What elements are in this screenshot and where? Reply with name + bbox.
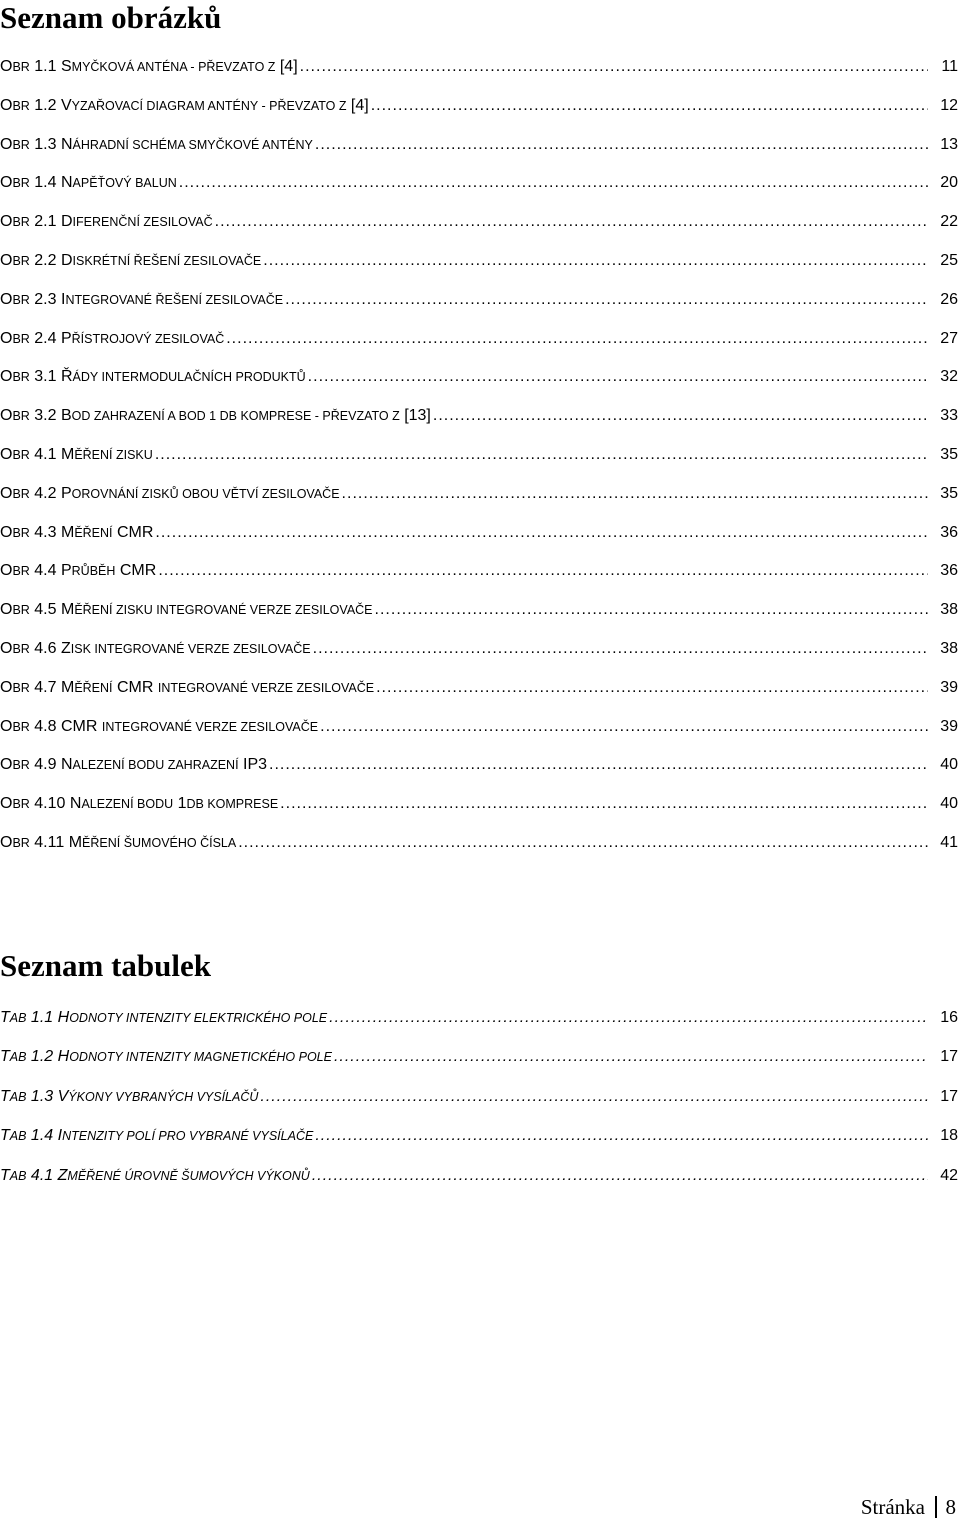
entry-prefix-initial: O (0, 639, 13, 657)
footer-page-number: 8 (945, 1495, 956, 1519)
dot-leader (261, 248, 928, 273)
dot-leader (258, 1084, 928, 1109)
entry-prefix-rest: BR (12, 176, 30, 191)
entry-title-rest: ĚŘENÍ ZISKU (74, 447, 153, 462)
entry-title-initial: N (60, 756, 73, 774)
entry-reference: [4] (350, 96, 369, 114)
entry-prefix-initial: T (0, 1127, 10, 1145)
entry-page-number: 26 (940, 290, 958, 308)
table-entry[interactable] (0, 1005, 960, 1030)
figure-entry[interactable] (0, 326, 960, 351)
dot-leader (332, 1044, 928, 1069)
figure-entry[interactable] (0, 364, 960, 389)
entry-number: 4.8 (34, 717, 57, 735)
entry-prefix-initial: O (0, 795, 13, 813)
dot-leader (310, 1163, 928, 1188)
entry-reference: CMR (116, 678, 154, 696)
figure-entry[interactable] (0, 209, 960, 234)
figure-entry[interactable] (0, 597, 960, 622)
entry-number: 4.5 (34, 601, 57, 619)
entry-prefix-rest: BR (12, 331, 30, 346)
entry-caption (0, 597, 373, 623)
entry-number: 4.1 (30, 1166, 54, 1184)
entry-caption (0, 1084, 258, 1110)
entry-caption (0, 248, 261, 274)
entry-caption (0, 364, 306, 390)
entry-title-initial: S (60, 58, 72, 75)
entry-prefix-rest: AB (9, 1050, 27, 1065)
entry-prefix-initial: T (0, 1166, 10, 1184)
entry-title-initial: M (68, 833, 83, 851)
entry-title-initial: H (57, 1009, 70, 1026)
entry-caption (0, 132, 313, 158)
table-entry[interactable] (0, 1084, 960, 1109)
dot-leader (311, 636, 928, 661)
entry-title-rest-2: INTEGROVANÉ VERZE ZESILOVAČE (157, 680, 375, 695)
entry-title-initial: I (57, 1127, 63, 1145)
entry-prefix-rest: BR (12, 719, 30, 734)
entry-reference: CMR (116, 523, 154, 541)
figure-entry[interactable] (0, 558, 960, 583)
entry-title-rest-2: DB KOMPRESE (186, 797, 279, 812)
entry-page-number: 41 (940, 833, 958, 851)
entry-title-rest: INTEGROVANÉ VERZE ZESILOVAČE (101, 719, 319, 734)
entry-caption (0, 54, 298, 80)
entry-title-initial: N (60, 135, 73, 153)
entry-number: 4.7 (34, 678, 57, 696)
entry-title-initial: H (57, 1048, 70, 1066)
entry-page-number: 11 (941, 58, 958, 75)
entry-prefix-rest: AB (9, 1129, 27, 1144)
dot-leader (369, 93, 928, 118)
entry-title-initial: CMR (60, 717, 98, 735)
entry-prefix-initial: O (0, 251, 13, 269)
entry-prefix-rest: BR (12, 564, 30, 579)
entry-title-rest: NTEGROVANÉ ŘEŠENÍ ZESILOVAČE (65, 292, 284, 307)
entry-number: 2.1 (34, 213, 57, 231)
figure-entry[interactable] (0, 93, 960, 118)
entry-prefix-initial: O (0, 523, 13, 541)
entry-number: 4.4 (34, 562, 57, 580)
entry-caption (0, 1044, 332, 1070)
entry-number: 4.10 (34, 795, 66, 813)
entry-prefix-rest: BR (12, 758, 30, 773)
entry-number: 1.1 (30, 1009, 54, 1026)
entry-caption (0, 403, 431, 429)
entry-title-initial: P (60, 562, 72, 580)
entry-caption (0, 209, 213, 235)
entry-number: 4.9 (34, 756, 57, 774)
entry-prefix-initial: O (0, 58, 13, 75)
figure-entry[interactable] (0, 132, 960, 157)
entry-title-rest: NTENZITY POLÍ PRO VYBRANÉ VYSÍLAČE (62, 1129, 314, 1144)
figure-entry[interactable] (0, 520, 960, 545)
entry-number: 4.1 (34, 445, 57, 463)
entry-page-number: 20 (940, 174, 958, 192)
entry-title-initial: N (69, 795, 82, 813)
entry-title-initial: Ř (60, 368, 73, 386)
footer-label: Stránka (860, 1495, 925, 1519)
figures-heading: Seznam obrázků (0, 0, 222, 35)
entry-caption (0, 1163, 310, 1189)
entry-prefix-initial: O (0, 562, 13, 580)
entry-caption (0, 481, 340, 507)
entry-number: 2.2 (34, 251, 57, 269)
entry-prefix-rest: BR (12, 137, 30, 152)
dot-leader (431, 403, 928, 428)
entry-reference: CMR (119, 562, 157, 580)
entry-title-rest: ĚŘENÍ (74, 525, 113, 540)
entry-prefix-initial: T (0, 1087, 10, 1105)
entry-title-rest: ŘÍSTROJOVÝ ZESILOVAČ (71, 331, 225, 346)
page-footer (861, 1494, 956, 1520)
entry-title-initial: N (60, 174, 73, 192)
entry-prefix-rest: BR (12, 370, 30, 385)
entry-title-initial: D (60, 213, 73, 231)
entry-title-initial: Z (60, 639, 71, 657)
entry-prefix-rest: BR (12, 409, 30, 424)
entry-page-number: 39 (940, 678, 958, 696)
entry-page-number: 22 (940, 213, 958, 231)
figure-entry[interactable] (0, 752, 960, 777)
entry-prefix-initial: T (0, 1009, 10, 1026)
entry-caption (0, 636, 311, 662)
dot-leader (318, 714, 928, 739)
entry-page-number: 18 (940, 1127, 958, 1145)
entry-prefix-initial: O (0, 601, 13, 619)
entry-caption (0, 1005, 327, 1031)
entry-number: 2.4 (34, 329, 57, 347)
entry-prefix-initial: O (0, 717, 13, 735)
entry-title-initial: V (57, 1087, 69, 1105)
entry-reference: 1 (177, 795, 187, 813)
entry-page-number: 40 (940, 756, 958, 774)
dot-leader (236, 830, 928, 855)
tables-list (0, 1005, 960, 1202)
entry-reference: [13] (404, 407, 431, 425)
table-entry[interactable] (0, 1123, 960, 1148)
entry-title-rest: ODNOTY INTENZITY MAGNETICKÉHO POLE (69, 1050, 332, 1065)
entry-caption (0, 326, 224, 352)
entry-number: 1.2 (34, 96, 57, 114)
entry-prefix-initial: O (0, 756, 13, 774)
entry-title-rest: IFERENČNÍ ZESILOVAČ (72, 215, 213, 230)
entry-title-initial: B (60, 407, 72, 425)
entry-caption (0, 675, 374, 701)
entry-prefix-rest: BR (12, 253, 30, 268)
entry-caption (0, 830, 236, 856)
entry-prefix-rest: BR (12, 641, 30, 656)
entry-number: 4.11 (34, 833, 65, 851)
entry-prefix-rest: BR (12, 486, 30, 501)
entry-caption (0, 520, 153, 546)
entry-number: 3.1 (34, 368, 57, 386)
figure-entry[interactable] (0, 170, 960, 195)
figure-entry[interactable] (0, 248, 960, 273)
entry-prefix-rest: AB (9, 1011, 27, 1025)
entry-prefix-rest: AB (9, 1089, 27, 1104)
entry-page-number: 35 (940, 445, 958, 463)
entry-title-rest: ALEZENÍ BODU (81, 797, 174, 812)
entry-title-rest: ĚŘENÍ ZISKU INTEGROVANÉ VERZE ZESILOVAČE (74, 603, 373, 618)
entry-number: 1.4 (34, 174, 57, 192)
dot-leader (278, 791, 928, 816)
entry-page-number: 38 (940, 601, 958, 619)
entry-prefix-rest: BR (12, 525, 30, 540)
entry-prefix-rest: BR (12, 603, 30, 618)
entry-number: 1.2 (30, 1048, 54, 1066)
entry-title-rest: ISKRÉTNÍ ŘEŠENÍ ZESILOVAČE (72, 253, 262, 268)
table-entry[interactable] (0, 1163, 960, 1188)
figure-entry[interactable] (0, 830, 960, 855)
entry-reference: IP3 (243, 756, 268, 774)
entry-title-rest: ĚŘENÍ ŠUMOVÉHO ČÍSLA (82, 835, 237, 850)
entry-title-rest: ODNOTY INTENZITY ELEKTRICKÉHO POLE (69, 1011, 328, 1025)
entry-title-rest: ISK INTEGROVANÉ VERZE ZESILOVAČE (70, 641, 311, 656)
entry-page-number: 42 (940, 1166, 958, 1184)
entry-title-initial: M (60, 601, 75, 619)
entry-title-rest: APĚŤOVÝ BALUN (72, 176, 177, 191)
entry-number: 1.4 (30, 1127, 54, 1145)
entry-page-number: 36 (940, 562, 958, 580)
entry-caption (0, 752, 267, 778)
entry-title-rest: RŮBĚH (71, 564, 116, 579)
entry-page-number: 36 (940, 523, 958, 541)
figure-entry[interactable] (0, 403, 960, 428)
entry-page-number: 17 (940, 1087, 958, 1105)
dot-leader (313, 132, 928, 157)
dot-leader (373, 597, 928, 622)
entry-page-number: 33 (940, 407, 958, 425)
entry-prefix-initial: O (0, 329, 13, 347)
entry-number: 1.3 (34, 135, 57, 153)
entry-title-rest: OD ZAHRAZENÍ A BOD 1 DB KOMPRESE - PŘEVZATO Z (71, 409, 400, 424)
entry-title-rest: MYČKOVÁ ANTÉNA - PŘEVZATO Z (71, 60, 276, 74)
entry-prefix-rest: BR (12, 292, 30, 307)
entry-page-number: 12 (940, 96, 958, 114)
entry-title-initial: M (60, 445, 75, 463)
entry-title-rest: ALEZENÍ BODU ZAHRAZENÍ (72, 758, 239, 773)
entry-page-number: 17 (940, 1048, 958, 1066)
entry-caption (0, 170, 177, 196)
entry-caption (0, 93, 369, 119)
entry-title-rest: ÁHRADNÍ SCHÉMA SMYČKOVÉ ANTÉNY (72, 137, 313, 152)
dot-leader (374, 675, 928, 700)
entry-prefix-rest: BR (12, 215, 30, 230)
figure-entry[interactable] (0, 714, 960, 739)
entry-page-number: 27 (940, 329, 958, 347)
entry-page-number: 16 (940, 1009, 958, 1026)
entry-number: 4.6 (34, 639, 57, 657)
entry-page-number: 35 (940, 484, 958, 502)
entry-caption (0, 1123, 313, 1149)
entry-number: 1.1 (34, 58, 57, 75)
tables-heading: Seznam tabulek (0, 948, 211, 983)
entry-reference: [4] (279, 58, 298, 75)
entry-prefix-initial: T (0, 1048, 10, 1066)
entry-prefix-initial: O (0, 445, 13, 463)
dot-leader (298, 54, 928, 79)
entry-page-number: 39 (940, 717, 958, 735)
entry-title-initial: Z (57, 1166, 68, 1184)
figure-entry[interactable] (0, 481, 960, 506)
figure-entry[interactable] (0, 675, 960, 700)
dot-leader (156, 558, 928, 583)
entry-prefix-rest: BR (12, 680, 30, 695)
figure-entry[interactable] (0, 636, 960, 661)
entry-title-rest: ĚŘENÍ (74, 680, 113, 695)
entry-prefix-rest: BR (12, 797, 30, 812)
entry-caption (0, 558, 156, 584)
dot-leader (306, 364, 928, 389)
entry-prefix-initial: O (0, 135, 13, 153)
entry-prefix-rest: AB (9, 1168, 27, 1183)
entry-caption (0, 287, 283, 313)
entry-number: 4.2 (34, 484, 57, 502)
entry-prefix-rest: BR (12, 60, 30, 74)
entry-prefix-initial: O (0, 96, 13, 114)
entry-page-number: 38 (940, 639, 958, 657)
entry-prefix-initial: O (0, 368, 13, 386)
dot-leader (153, 520, 928, 545)
entry-prefix-initial: O (0, 833, 13, 851)
entry-prefix-initial: O (0, 678, 13, 696)
entry-prefix-initial: O (0, 213, 13, 231)
entry-title-rest: ÁDY INTERMODULAČNÍCH PRODUKTŮ (72, 370, 306, 385)
figures-list (0, 54, 960, 869)
entry-number: 1.3 (30, 1087, 54, 1105)
entry-title-initial: M (60, 678, 75, 696)
entry-caption (0, 714, 318, 740)
entry-title-initial: I (60, 290, 66, 308)
table-entry[interactable] (0, 1044, 960, 1069)
figure-entry[interactable] (0, 54, 960, 79)
entry-title-rest: MĚŘENÉ ÚROVNĚ ŠUMOVÝCH VÝKONŮ (67, 1168, 310, 1183)
figure-entry[interactable] (0, 791, 960, 816)
entry-prefix-rest: BR (12, 447, 30, 462)
entry-title-initial: P (60, 484, 72, 502)
entry-title-rest: YZAŘOVACÍ DIAGRAM ANTÉNY - PŘEVZATO Z (71, 98, 347, 113)
dot-leader (313, 1123, 928, 1148)
entry-title-initial: P (60, 329, 72, 347)
dot-leader (153, 442, 928, 467)
entry-number: 4.3 (34, 523, 57, 541)
entry-prefix-rest: BR (12, 98, 30, 113)
dot-leader (327, 1005, 928, 1030)
entry-number: 3.2 (34, 407, 57, 425)
entry-title-initial: V (60, 96, 72, 114)
entry-caption (0, 791, 278, 817)
entry-number: 2.3 (34, 290, 57, 308)
footer-separator (935, 1496, 937, 1518)
entry-prefix-initial: O (0, 484, 13, 502)
dot-leader (340, 481, 928, 506)
entry-title-rest: OROVNÁNÍ ZISKŮ OBOU VĚTVÍ ZESILOVAČE (71, 486, 340, 501)
dot-leader (213, 209, 928, 234)
entry-caption (0, 442, 153, 468)
entry-page-number: 40 (940, 795, 958, 813)
dot-leader (267, 752, 928, 777)
dot-leader (283, 287, 928, 312)
figure-entry[interactable] (0, 287, 960, 312)
entry-page-number: 13 (940, 135, 958, 153)
entry-prefix-initial: O (0, 174, 13, 192)
entry-title-initial: M (60, 523, 75, 541)
entry-page-number: 32 (940, 368, 958, 386)
entry-page-number: 25 (940, 251, 958, 269)
dot-leader (224, 326, 928, 351)
entry-prefix-initial: O (0, 407, 13, 425)
entry-prefix-rest: BR (12, 835, 30, 850)
entry-title-initial: D (60, 251, 73, 269)
figure-entry[interactable] (0, 442, 960, 467)
entry-prefix-initial: O (0, 290, 13, 308)
dot-leader (177, 170, 928, 195)
entry-title-rest: ÝKONY VYBRANÝCH VYSÍLAČŮ (68, 1089, 259, 1104)
